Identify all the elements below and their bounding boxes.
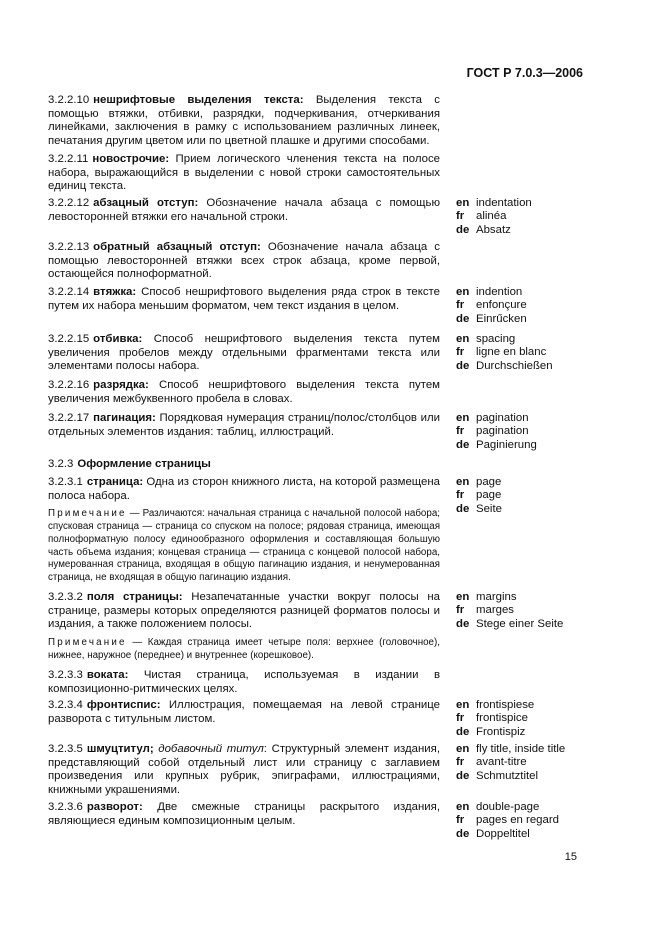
translation-term: pagination bbox=[476, 412, 529, 424]
entry-paragraph bbox=[48, 286, 440, 313]
translation-term: avant-titre bbox=[476, 756, 527, 769]
glossary-entry bbox=[48, 476, 608, 585]
language-code: en bbox=[456, 412, 470, 424]
translation-term: marges bbox=[476, 604, 514, 617]
language-code: fr bbox=[456, 299, 465, 312]
language-code: fr bbox=[456, 814, 465, 827]
entry-text bbox=[48, 801, 440, 828]
translation-term: indentation bbox=[476, 197, 532, 209]
language-code: en bbox=[456, 286, 470, 298]
entry-text bbox=[48, 458, 440, 472]
entry-text bbox=[48, 699, 440, 726]
language-code: de bbox=[456, 502, 470, 515]
language-code: en bbox=[456, 197, 470, 209]
entry-definition: Чистая страница, используемая в издании в композиционно-ритмических целях. bbox=[48, 669, 440, 695]
translation-term: margins bbox=[476, 591, 517, 603]
glossary-entry bbox=[48, 333, 608, 374]
translation-item bbox=[456, 814, 608, 827]
entry-definition: Порядковая нумерация страниц/полос/столбцов или отдельных элементов издания: таблиц, иллюстраций. bbox=[48, 412, 441, 438]
translation-term: Frontispiz bbox=[476, 725, 526, 738]
entry-definition: Прием логического членения текста на полосе набора, выражающийся в выделении с новой строки самостоятельных единиц текста. bbox=[48, 153, 440, 193]
entry-definition: Способ нешрифтового выделения текста путем увеличения пробелов между отдельными фрагментами текста или элементами полосы набора. bbox=[48, 333, 440, 373]
translation-term: alinéa bbox=[476, 210, 507, 223]
entry-number: 3.2.2.15 bbox=[48, 333, 90, 345]
translation-list bbox=[456, 333, 608, 373]
entry-text bbox=[48, 591, 440, 662]
entry-text bbox=[48, 379, 440, 406]
language-code: en bbox=[456, 476, 470, 488]
entry-number: 3.2.2.11 bbox=[48, 153, 89, 165]
translation-item bbox=[456, 699, 608, 712]
glossary-entry bbox=[48, 241, 608, 282]
entry-number: 3.2.3.5 bbox=[48, 743, 83, 755]
translation-list bbox=[456, 699, 608, 739]
entry-number: 3.2.3.6 bbox=[48, 801, 83, 813]
language-code: fr bbox=[456, 489, 465, 502]
translation-item bbox=[456, 489, 608, 502]
entry-text bbox=[48, 743, 440, 797]
language-code: de bbox=[456, 359, 470, 372]
entry-note bbox=[48, 508, 440, 585]
entry-number: 3.2.3.2 bbox=[48, 591, 83, 603]
translation-item bbox=[456, 604, 608, 617]
entry-text bbox=[48, 286, 440, 313]
entry-term: разворот: bbox=[86, 801, 143, 813]
translation-term: Einrűcken bbox=[476, 312, 527, 325]
translation-term: Durchschießen bbox=[476, 359, 553, 372]
entry-paragraph bbox=[48, 699, 440, 726]
entry-term: новострочие: bbox=[92, 153, 170, 165]
translation-term: pages en regard bbox=[476, 814, 559, 827]
translation-item bbox=[456, 591, 608, 604]
translation-term: frontispice bbox=[476, 712, 528, 725]
translation-list bbox=[456, 591, 608, 631]
glossary-entry bbox=[48, 591, 608, 662]
language-code: fr bbox=[456, 756, 465, 769]
translation-term: enfonçure bbox=[476, 299, 527, 312]
entry-definition: Одна из сторон книжного листа, на которой размещена полоса набора. bbox=[48, 476, 440, 502]
entry-paragraph bbox=[48, 669, 440, 696]
translation-item bbox=[456, 346, 608, 359]
translation-item bbox=[456, 224, 608, 237]
language-code: de bbox=[456, 769, 470, 782]
glossary-entry bbox=[48, 94, 608, 148]
translation-item bbox=[456, 439, 608, 452]
page-number: 15 bbox=[564, 851, 577, 863]
entry-text bbox=[48, 669, 440, 696]
language-code: fr bbox=[456, 210, 465, 223]
entry-number: 3.2.2.14 bbox=[48, 286, 90, 298]
entry-number: 3.2.2.10 bbox=[48, 94, 90, 106]
glossary-entry bbox=[48, 743, 608, 797]
language-code: fr bbox=[456, 425, 465, 438]
glossary-entry bbox=[48, 412, 608, 451]
glossary-entry bbox=[48, 197, 608, 236]
entry-paragraph bbox=[48, 197, 440, 224]
translation-term: Seite bbox=[476, 502, 502, 515]
entry-definition: : Структурный элемент издания, представляющий собой отдельный лист или страницу с заглавием произведения или крупных рубрик, эпиграфами, иллюстрациями, книжными украшениями. bbox=[48, 743, 440, 796]
entry-term-alt: добавочный титул bbox=[158, 743, 264, 755]
entry-text bbox=[48, 241, 440, 282]
translation-item bbox=[456, 712, 608, 725]
translation-list bbox=[456, 286, 608, 326]
glossary-entry bbox=[48, 669, 608, 696]
entry-definition: Две смежные страницы раскрытого издания, являющиеся единым композиционным целым. bbox=[48, 801, 440, 827]
language-code: en bbox=[456, 591, 470, 603]
entry-paragraph bbox=[48, 476, 440, 503]
translation-term: frontispiese bbox=[476, 699, 535, 711]
entry-term: фронтиспис: bbox=[86, 699, 161, 711]
translation-item bbox=[456, 360, 608, 373]
entry-paragraph bbox=[48, 94, 440, 148]
entry-text bbox=[48, 153, 440, 194]
entry-text bbox=[48, 94, 440, 148]
translation-item bbox=[456, 476, 608, 489]
translation-item bbox=[456, 726, 608, 739]
entry-term: разрядка: bbox=[93, 379, 149, 391]
entry-term: нешрифтовые выделения текста: bbox=[93, 94, 304, 106]
translation-term: ligne en blanc bbox=[476, 346, 547, 359]
entry-term: шмуцтитул; bbox=[86, 743, 154, 755]
entry-number: 3.2.3.3 bbox=[48, 669, 83, 681]
language-code: en bbox=[456, 333, 470, 345]
entry-term: обратный абзацный отступ: bbox=[93, 241, 261, 253]
translation-item bbox=[456, 313, 608, 326]
translation-term: Schmutztitel bbox=[476, 769, 539, 782]
translation-term: Stege einer Seite bbox=[476, 617, 564, 630]
document-header: ГОСТ Р 7.0.3—2006 bbox=[466, 66, 583, 80]
translation-term: spacing bbox=[476, 333, 516, 345]
glossary-entry bbox=[48, 699, 608, 738]
note-text: — Каждая страница имеет четыре поля: верхнее (головочное), нижнее, наружное (переднее) и внутреннее (корешковое). bbox=[48, 636, 440, 661]
translation-term: Absatz bbox=[476, 223, 511, 236]
translation-list bbox=[456, 197, 608, 237]
language-code: fr bbox=[456, 712, 465, 725]
entry-number: 3.2.2.13 bbox=[48, 241, 90, 253]
translation-item bbox=[456, 743, 608, 756]
entry-term: поля страницы: bbox=[86, 591, 183, 603]
entry-term: втяжка: bbox=[93, 286, 137, 298]
translation-term: double-page bbox=[476, 801, 540, 813]
entry-definition: Способ нешрифтового выделения ряда строк в тексте путем их набора меньшим форматом, чем текст издания в целом. bbox=[48, 286, 440, 312]
translation-list bbox=[456, 743, 608, 783]
entry-paragraph bbox=[48, 241, 440, 282]
entry-text bbox=[48, 333, 440, 374]
entry-number: 3.2.2.12 bbox=[48, 197, 90, 209]
entry-paragraph bbox=[48, 412, 440, 439]
note-label: Примечание bbox=[48, 508, 127, 520]
translation-item bbox=[456, 828, 608, 841]
language-code: fr bbox=[456, 346, 465, 359]
entry-text bbox=[48, 197, 440, 224]
translation-list bbox=[456, 412, 608, 452]
entry-definition: Способ нешрифтового выделения текста путем увеличения межбуквенного пробела в словах. bbox=[48, 379, 440, 405]
entry-number: 3.2.3.1 bbox=[48, 476, 83, 488]
translation-item bbox=[456, 333, 608, 346]
language-code: de bbox=[456, 827, 470, 840]
glossary-entry bbox=[48, 458, 608, 472]
entry-text bbox=[48, 412, 440, 439]
translation-term: indention bbox=[476, 286, 523, 298]
translation-item bbox=[456, 286, 608, 299]
entry-term: воката: bbox=[86, 669, 129, 681]
translation-list bbox=[456, 476, 608, 516]
glossary-entry bbox=[48, 801, 608, 840]
entry-definition: Иллюстрация, помещаемая на левой странице разворота с титульным листом. bbox=[48, 699, 440, 725]
entry-note bbox=[48, 637, 440, 663]
section-heading: Оформление страницы bbox=[77, 458, 211, 470]
translation-term: Doppeltitel bbox=[476, 827, 530, 840]
entry-paragraph bbox=[48, 153, 440, 194]
translation-term: Paginierung bbox=[476, 438, 537, 451]
entry-paragraph bbox=[48, 458, 440, 472]
translation-item bbox=[456, 210, 608, 223]
entry-paragraph bbox=[48, 743, 440, 797]
translation-term: pagination bbox=[476, 425, 529, 438]
translation-item bbox=[456, 503, 608, 516]
entry-number: 3.2.3 bbox=[48, 458, 74, 470]
language-code: en bbox=[456, 743, 470, 755]
entry-text bbox=[48, 476, 440, 585]
translation-item bbox=[456, 756, 608, 769]
entry-term: страница: bbox=[86, 476, 144, 488]
language-code: de bbox=[456, 223, 470, 236]
entry-paragraph bbox=[48, 591, 440, 632]
entry-term: пагинация: bbox=[93, 412, 156, 424]
language-code: de bbox=[456, 617, 470, 630]
note-label: Примечание bbox=[48, 636, 127, 648]
language-code: de bbox=[456, 312, 470, 325]
translation-item bbox=[456, 618, 608, 631]
entry-paragraph bbox=[48, 801, 440, 828]
translation-term: page bbox=[476, 476, 502, 488]
entry-definition: Обозначение начала абзаца с помощью левосторонней втяжки всех строк абзаца, кроме первой, остающейся полноформатной. bbox=[48, 241, 440, 281]
entry-number: 3.2.2.16 bbox=[48, 379, 90, 391]
language-code: de bbox=[456, 438, 470, 451]
glossary-entry bbox=[48, 379, 608, 406]
translation-item bbox=[456, 425, 608, 438]
entry-term: абзацный отступ: bbox=[93, 197, 199, 209]
translation-item bbox=[456, 412, 608, 425]
entry-definition: Выделения текста с помощью втяжки, отбивки, разрядки, подчеркивания, отчеркивания линейками, заключения в рамку с использованием различных линеек, печатания другим цветом или по цветной плашке и другими способами. bbox=[48, 94, 440, 147]
language-code: fr bbox=[456, 604, 465, 617]
translation-item bbox=[456, 197, 608, 210]
language-code: de bbox=[456, 725, 470, 738]
glossary-entry bbox=[48, 286, 608, 325]
translation-term: fly title, inside title bbox=[476, 743, 566, 755]
entry-number: 3.2.2.17 bbox=[48, 412, 90, 424]
language-code: en bbox=[456, 801, 470, 813]
entry-paragraph bbox=[48, 379, 440, 406]
entry-term: отбивка: bbox=[93, 333, 143, 345]
translation-item bbox=[456, 770, 608, 783]
entry-definition: Незапечатанные участки вокруг полосы на странице, размеры которых определяются разницей форматов полосы и издания, а также положением полосы. bbox=[48, 591, 440, 631]
translation-term: page bbox=[476, 489, 502, 502]
translation-item bbox=[456, 801, 608, 814]
glossary-entry bbox=[48, 153, 608, 194]
language-code: en bbox=[456, 699, 470, 711]
translation-item bbox=[456, 299, 608, 312]
entry-definition: Обозначение начала абзаца с помощью левосторонней втяжки его начальной строки. bbox=[48, 197, 440, 223]
note-text: — Различаются: начальная страница с начальной полосой набора; спусковая страница — страница со спуском на полосе; рядовая страница, имеющая полноформатную полосу единообразного оформления и составляющая большую часть объема издания; концевая страница — страница с концевой полосой набора, нумерованная страница, входящая в общую пагинацию издания, и ненумерованная страница, не входящая в общую пагинацию издания. bbox=[48, 508, 440, 584]
entry-paragraph bbox=[48, 333, 440, 374]
entry-number: 3.2.3.4 bbox=[48, 699, 83, 711]
translation-list bbox=[456, 801, 608, 841]
